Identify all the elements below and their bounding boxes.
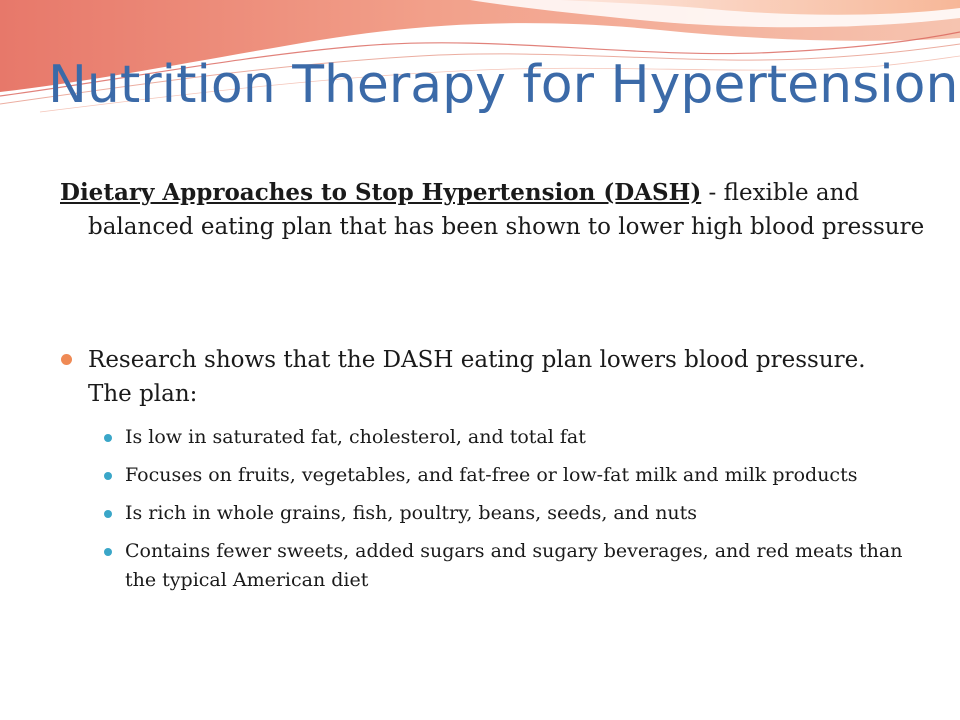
dash-definition xyxy=(60,176,938,244)
list-item-text: Contains fewer sweets, added sugars and sugary beverages, and red meats than the typical American diet xyxy=(125,540,903,591)
research-bullet-text: Research shows that the DASH eating plan lowers blood pressure. The plan: xyxy=(88,347,866,407)
plan-features-list xyxy=(60,423,910,595)
list-item xyxy=(60,537,910,595)
bullet-dot-icon xyxy=(61,354,72,365)
research-bullet-block xyxy=(60,343,910,604)
list-item xyxy=(60,499,910,528)
dash-description: flexible and balanced eating plan that has been shown to lower high blood pressure xyxy=(88,180,925,240)
list-item-text: Is rich in whole grains, fish, poultry, beans, seeds, and nuts xyxy=(125,502,698,524)
list-item xyxy=(60,423,910,452)
slide-title: Nutrition Therapy for Hypertension xyxy=(48,55,959,115)
list-item-text: Focuses on fruits, vegetables, and fat-free or low-fat milk and milk products xyxy=(125,464,858,486)
sub-bullet-dot-icon xyxy=(104,548,112,556)
sub-bullet-dot-icon xyxy=(104,510,112,518)
research-bullet xyxy=(60,343,910,411)
sub-bullet-dot-icon xyxy=(104,434,112,442)
list-item xyxy=(60,461,910,490)
list-item-text: Is low in saturated fat, cholesterol, and total fat xyxy=(125,426,586,448)
definition-separator: - xyxy=(701,180,724,206)
dash-term: Dietary Approaches to Stop Hypertension (DASH) xyxy=(60,179,702,206)
sub-bullet-dot-icon xyxy=(104,472,112,480)
